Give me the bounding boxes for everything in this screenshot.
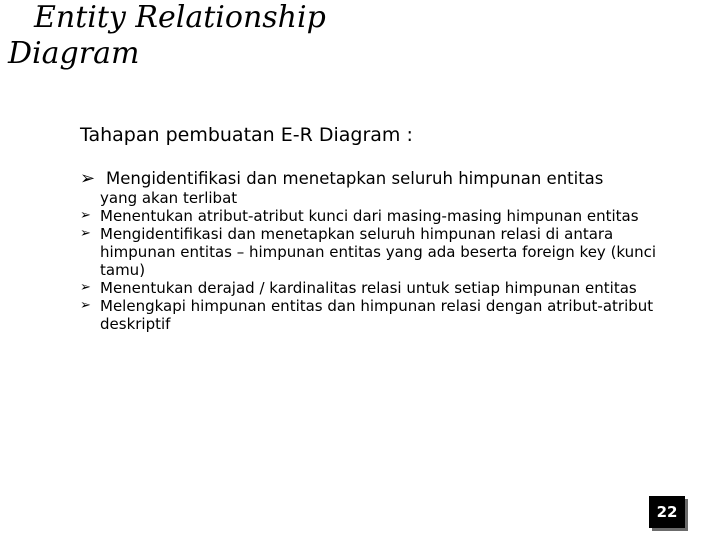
step-text: Menentukan atribut-atribut kunci dari masing-masing himpunan entitas <box>100 207 639 225</box>
slide-title-line-1: Entity Relationship <box>34 0 326 35</box>
arrow-bullet-icon: ➢ <box>80 226 91 241</box>
steps-list <box>80 168 680 333</box>
arrow-bullet-icon: ➢ <box>80 298 91 313</box>
step-text-line-2: yang akan terlibat <box>100 189 238 207</box>
arrow-bullet-icon: ➢ <box>80 168 96 189</box>
step-item <box>80 279 680 297</box>
slide-subtitle: Tahapan pembuatan E-R Diagram : <box>80 124 413 146</box>
arrow-bullet-icon: ➢ <box>80 208 91 223</box>
step-text <box>100 168 680 207</box>
step-text: Menentukan derajad / kardinalitas relasi untuk setiap himpunan entitas <box>100 279 637 297</box>
page-number-badge: 22 <box>649 496 685 528</box>
step-text: Melengkapi himpunan entitas dan himpunan relasi dengan atribut-atribut deskriptif <box>100 297 654 333</box>
slide-title-line-2: Diagram <box>8 36 140 71</box>
step-item <box>80 207 680 225</box>
step-item <box>80 168 680 207</box>
step-item <box>80 297 680 333</box>
step-text-line-1: Mengidentifikasi dan menetapkan seluruh himpunan entitas <box>106 169 604 188</box>
step-item <box>80 225 680 279</box>
slide-title <box>8 0 326 72</box>
step-text: Mengidentifikasi dan menetapkan seluruh himpunan relasi di antara himpunan entitas – himpunan entitas yang ada beserta foreign key (kunci tamu) <box>100 225 657 279</box>
arrow-bullet-icon: ➢ <box>80 280 91 295</box>
